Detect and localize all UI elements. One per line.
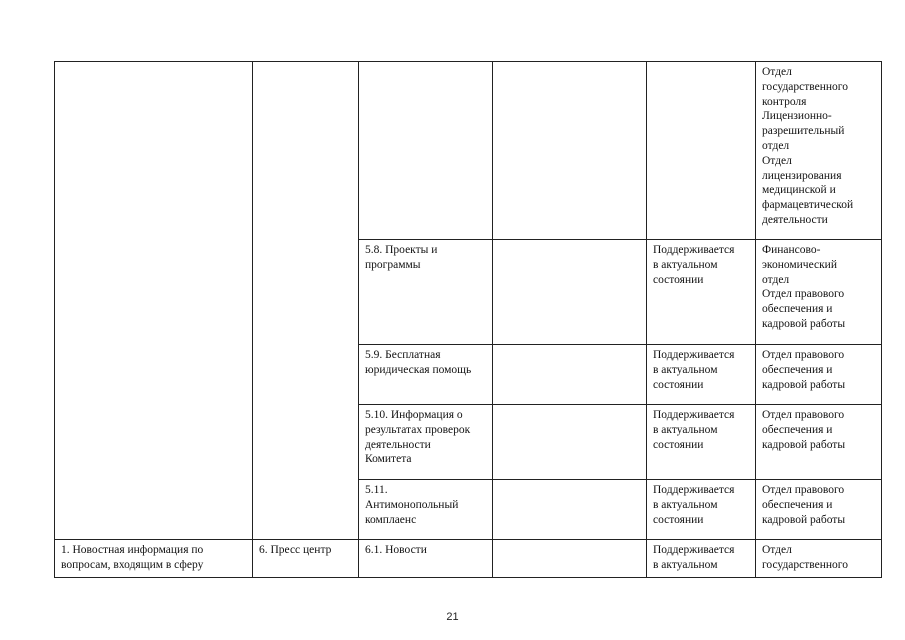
subsection-text: 5.10. Информация о результатах проверок деятельности Комитета (365, 409, 471, 466)
responsible-cell (756, 480, 882, 540)
responsible-cell (756, 405, 882, 480)
subsection-cell (359, 480, 493, 540)
responsible-text: Финансово- экономический отдел Отдел правового обеспечения и кадровой работы (762, 244, 846, 330)
subsection-cell (359, 540, 493, 578)
status-cell (647, 480, 756, 540)
responsible-text: Отдел государственного (762, 544, 848, 571)
status-text: Поддерживается в актуальном состоянии (653, 349, 735, 391)
responsible-cell (756, 540, 882, 578)
subsection-text: 5.8. Проекты и программы (365, 244, 438, 271)
subsection-text: 5.11. Антимонопольный комплаенс (365, 484, 459, 526)
content-cell (493, 240, 647, 345)
document-table (54, 61, 882, 578)
page-number: 21 (446, 611, 459, 623)
status-cell (647, 62, 756, 240)
subsection-cell (359, 240, 493, 345)
status-cell (647, 240, 756, 345)
subsection-cell (359, 345, 493, 405)
responsible-text: Отдел правового обеспечения и кадровой работы (762, 349, 846, 391)
status-text: Поддерживается в актуальном состоянии (653, 244, 735, 286)
content-cell (493, 62, 647, 240)
section-cell (253, 540, 359, 578)
content-cell (493, 345, 647, 405)
responsible-cell (756, 62, 882, 240)
responsible-cell (756, 345, 882, 405)
information-cell (55, 540, 253, 578)
subsection-text: 5.9. Бесплатная юридическая помощь (365, 349, 472, 376)
status-cell (647, 405, 756, 480)
table-row (55, 540, 882, 578)
subsection-cell (359, 62, 493, 240)
status-text: Поддерживается в актуальном (653, 544, 735, 571)
responsible-text: Отдел правового обеспечения и кадровой работы (762, 409, 846, 451)
status-text: Поддерживается в актуальном состоянии (653, 409, 735, 451)
status-cell (647, 345, 756, 405)
responsible-cell (756, 240, 882, 345)
status-cell (647, 540, 756, 578)
content-cell (493, 405, 647, 480)
table-row (55, 62, 882, 240)
responsible-text: Отдел государственного контроля Лицензионно- разрешительный отдел Отдел лицензирования медицинской и фармацевтической деятельности (762, 66, 854, 226)
information-cell-merged (55, 62, 253, 540)
responsible-text: Отдел правового обеспечения и кадровой работы (762, 484, 846, 526)
status-text: Поддерживается в актуальном состоянии (653, 484, 735, 526)
content-cell (493, 540, 647, 578)
information-text: 1. Новостная информация по вопросам, входящим в сферу (61, 544, 204, 571)
section-text: 6. Пресс центр (259, 544, 332, 556)
subsection-text: 6.1. Новости (365, 544, 427, 556)
content-cell (493, 480, 647, 540)
subsection-cell (359, 405, 493, 480)
section-cell-merged (253, 62, 359, 540)
